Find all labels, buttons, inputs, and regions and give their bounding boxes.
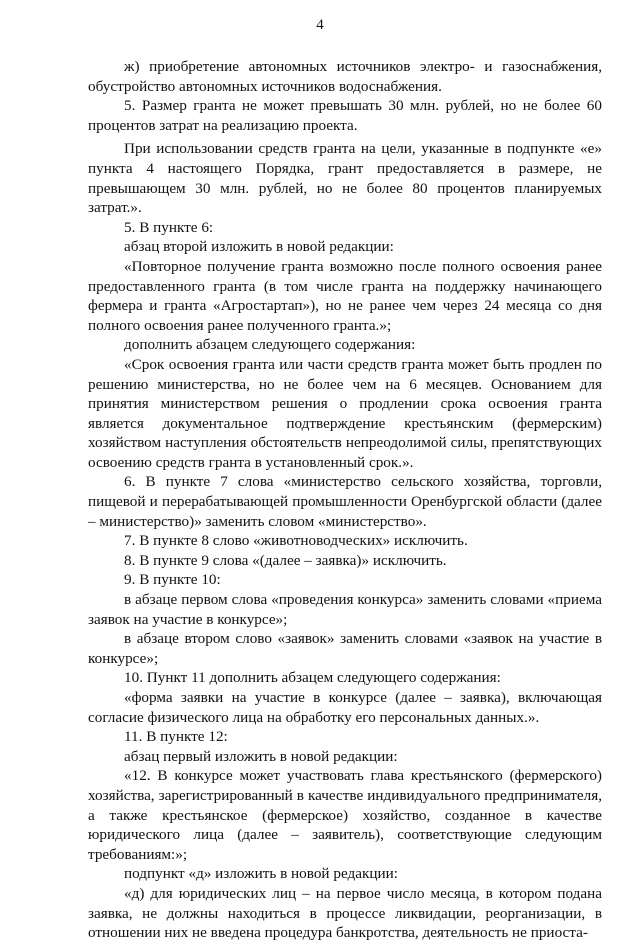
paragraph: 11. В пункте 12:: [124, 728, 228, 746]
paragraph: 6. В пункте 7 слова «министерство сельского хозяйства, торговли, пищевой и перерабатывающей промышленности Оренбургской области (далее – министерство)» заменить словом «министерство».: [88, 473, 602, 530]
page-number: 4: [316, 17, 324, 33]
paragraph: 5. Размер гранта не может превышать 30 млн. рублей, но не более 60 процентов затрат на реализацию проекта.: [88, 97, 602, 134]
paragraph: подпункт «д» изложить в новой редакции:: [124, 865, 398, 883]
paragraph: «Срок освоения гранта или части средств гранта может быть продлен по решению министерства, но не более чем на 6 месяцев. Основанием для принятия министерством решения о продлении срока освоения гранта является документальное подтверждение крестьянским (фермерским) хозяйством наступления обстоятельств непреодолимой силы, препятствующих освоению средств гранта в установленный срок.».: [88, 355, 602, 471]
paragraph: «д) для юридических лиц – на первое число месяца, в котором подана заявка, не должны находиться в процессе ликвидации, реорганизации, в отношении них не введена процедура банкротства, деятельность не приоста-: [88, 884, 602, 942]
paragraph: абзац второй изложить в новой редакции:: [124, 238, 394, 256]
paragraph: «12. В конкурсе может участвовать глава крестьянского (фермерского) хозяйства, зарегистрированный в качестве индивидуального предпринимателя, а также крестьянское (фермерское) хозяйство, созданное в качестве юридического лица (далее – заявитель), соответствующие следующим требованиям:»;: [88, 767, 602, 863]
paragraph: абзац первый изложить в новой редакции:: [124, 747, 398, 765]
paragraph: в абзаце втором слово «заявок» заменить словами «заявок на участие в конкурсе»;: [88, 630, 602, 667]
paragraph: При использовании средств гранта на цели, указанные в подпункте «е» пункта 4 настоящего Порядка, грант предоставляется в размере, не превышающем 30 млн. рублей, но не более 80 процентов планируемых затрат.».: [88, 140, 602, 217]
paragraph: 5. В пункте 6:: [124, 218, 214, 236]
paragraph: 7. В пункте 8 слово «животноводческих» исключить.: [124, 532, 468, 550]
paragraph: «Повторное получение гранта возможно после полного освоения ранее предоставленного гранта (в том числе гранта на поддержку начинающего фермера и гранта «Агростартап»), но не ранее чем через 24 месяца со дня полного освоения ранее полученного гранта.»;: [88, 257, 602, 334]
paragraph: 8. В пункте 9 слова «(далее – заявка)» исключить.: [124, 551, 447, 569]
paragraph: 9. В пункте 10:: [124, 571, 221, 589]
paragraph: ж) приобретение автономных источников электро- и газоснабжения, обустройство автономных источников водоснабжения.: [88, 58, 602, 95]
paragraph: дополнить абзацем следующего содержания:: [124, 336, 416, 354]
document-body: [88, 57, 602, 943]
paragraph: 10. Пункт 11 дополнить абзацем следующего содержания:: [124, 669, 501, 687]
paragraph: в абзаце первом слова «проведения конкурса» заменить словами «приема заявок на участие в конкурсе»;: [88, 591, 602, 628]
paragraph: «форма заявки на участие в конкурсе (далее – заявка), включающая согласие физического лица на обработку его персональных данных.».: [88, 689, 602, 726]
